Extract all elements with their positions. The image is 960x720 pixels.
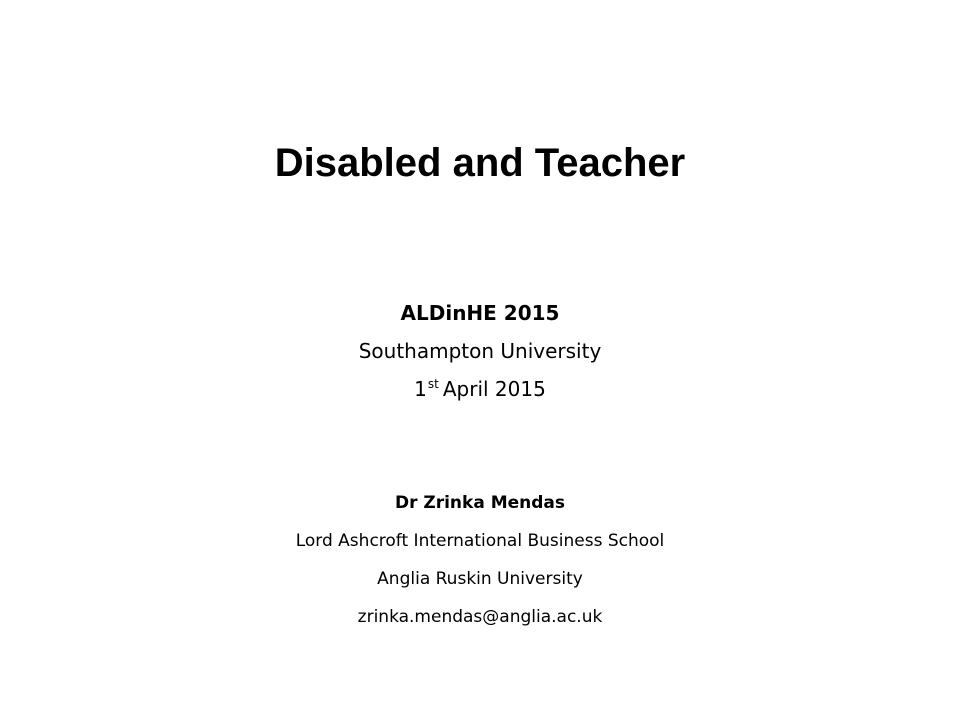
author-department: Lord Ashcroft International Business School	[295, 531, 665, 551]
date-suffix: st	[427, 377, 439, 391]
slide-title: Disabled and Teacher	[274, 141, 686, 185]
event-date	[0, 370, 960, 408]
conference-name: ALDinHE 2015	[400, 301, 560, 325]
author-name: Dr Zrinka Mendas	[394, 493, 566, 513]
author-email: zrinka.mendas@anglia.ac.uk	[357, 607, 603, 627]
date-day: 1	[414, 377, 427, 401]
author-university: Anglia Ruskin University	[377, 569, 583, 589]
author-details	[0, 484, 960, 636]
event-details	[0, 294, 960, 408]
date-rest: April 2015	[442, 377, 546, 401]
venue: Southampton University	[358, 339, 602, 363]
